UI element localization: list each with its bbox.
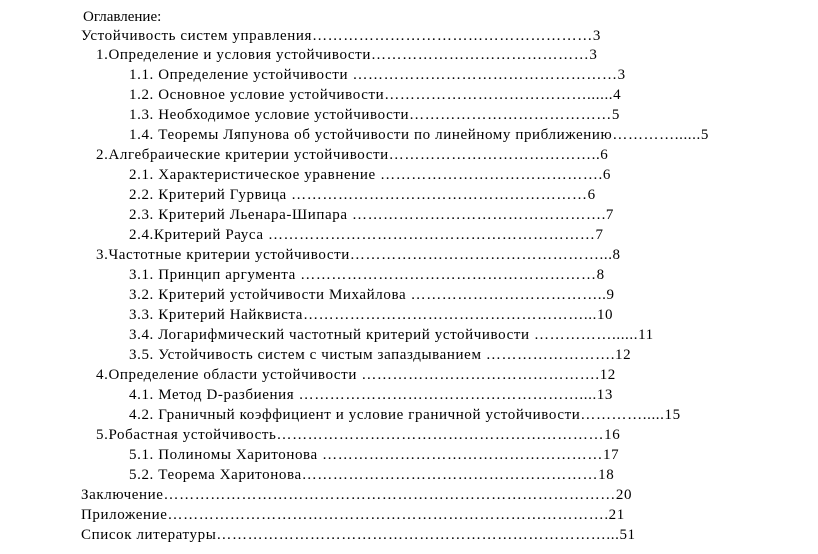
toc-dot-leader: ……………………………….. bbox=[410, 287, 607, 303]
toc-page-number: 18 bbox=[598, 467, 615, 483]
toc-entry bbox=[129, 286, 615, 304]
toc-entry-title: 5.Робастная устойчивость bbox=[96, 427, 277, 443]
toc-page-number: 9 bbox=[606, 287, 615, 303]
toc-dot-leader: …………………………………………………………………... bbox=[216, 527, 620, 543]
toc-page-number: 5 bbox=[700, 127, 709, 143]
toc-page-number: 3 bbox=[617, 67, 626, 83]
toc-entry-title: 1.1. Определение устойчивости bbox=[129, 67, 353, 83]
toc-entry-title: 2.1. Характеристическое уравнение bbox=[129, 167, 381, 183]
toc-page-number: 10 bbox=[596, 307, 614, 323]
toc-entry bbox=[81, 486, 632, 504]
toc-entry bbox=[129, 266, 605, 284]
toc-entry bbox=[129, 206, 614, 224]
toc-dot-leader: ………………………………….. bbox=[388, 147, 601, 163]
toc-entry-title: 1.Определение и условия устойчивости bbox=[96, 47, 371, 63]
toc-dot-leader: ……………………………………………… bbox=[312, 28, 593, 44]
toc-page-number: 3 bbox=[592, 28, 601, 44]
toc-dot-leader: …………………………………………... bbox=[349, 247, 613, 263]
toc-dot-leader: ……………………………………………… bbox=[322, 447, 603, 463]
toc-page-number: 8 bbox=[596, 267, 605, 283]
toc-entry bbox=[129, 106, 620, 124]
toc-page-number: 17 bbox=[602, 447, 620, 463]
toc-dot-leader: ……………...... bbox=[534, 327, 639, 343]
toc-entry bbox=[96, 426, 620, 444]
toc-entry bbox=[96, 246, 621, 264]
toc-entry-title: 4.1. Метод D-разбиения bbox=[129, 387, 299, 403]
toc-entry bbox=[129, 306, 613, 324]
toc-page-number: 6 bbox=[587, 187, 596, 203]
toc-entry bbox=[81, 27, 601, 45]
toc-dot-leader: ……………………. bbox=[485, 347, 616, 363]
toc-dot-leader: ………………………………………………… bbox=[291, 187, 588, 203]
toc-entry bbox=[129, 406, 681, 424]
toc-entry-title: 1.2. Основное условие устойчивости bbox=[129, 87, 385, 103]
toc-entry-title: 2.2. Критерий Гурвица bbox=[129, 187, 292, 203]
toc-entry bbox=[96, 366, 616, 384]
toc-entry bbox=[129, 466, 614, 484]
toc-entry bbox=[129, 86, 621, 104]
toc-dot-leader: ………………………………………. bbox=[361, 367, 600, 383]
toc-entry bbox=[129, 386, 613, 404]
toc-entry bbox=[129, 186, 596, 204]
toc-entry bbox=[129, 326, 654, 344]
toc-entry-title: 3.Частотные критерии устойчивости bbox=[96, 247, 350, 263]
toc-page-number: 8 bbox=[612, 247, 621, 263]
toc-page-number: 15 bbox=[664, 407, 681, 423]
toc-entry-title: 3.1. Принцип аргумента bbox=[129, 267, 301, 283]
toc-entry bbox=[81, 506, 625, 524]
toc-page-number: 16 bbox=[604, 427, 621, 443]
toc-dot-leader: ………………………………… bbox=[409, 107, 612, 123]
toc-entry bbox=[81, 526, 636, 544]
toc-entry bbox=[129, 166, 611, 184]
toc-entry-title: 4.Определение области устойчивости bbox=[96, 367, 362, 383]
toc-page-number: 7 bbox=[605, 207, 615, 223]
toc-entry-title: 3.2. Критерий устойчивости Михайлова bbox=[129, 287, 411, 303]
toc-dot-leader: ……………………………………………………… bbox=[276, 427, 605, 443]
toc-entry-title: 3.5. Устойчивость систем с чистым запаздыванием bbox=[129, 347, 486, 363]
toc-entry-title: 3.3. Критерий Найквиста bbox=[129, 307, 304, 323]
toc-heading: Оглавление: bbox=[83, 9, 162, 25]
toc-page-number: 13 bbox=[596, 387, 613, 403]
toc-dot-leader: ……………………………………………………… bbox=[267, 227, 596, 243]
toc-entry bbox=[129, 126, 709, 144]
toc-dot-leader: ……………………………………. bbox=[380, 167, 603, 183]
toc-entry-title: Приложение bbox=[81, 507, 168, 523]
toc-page-number: 12 bbox=[599, 367, 616, 383]
toc-entry bbox=[96, 46, 597, 64]
toc-entry-title: Устойчивость систем управления bbox=[81, 28, 313, 44]
toc-dot-leader: …………………………………...... bbox=[384, 87, 614, 103]
toc-page-number: 12 bbox=[615, 347, 632, 363]
toc-dot-leader: …………………………………………… bbox=[352, 67, 618, 83]
toc-entry bbox=[129, 446, 619, 464]
toc-dot-leader: …………...... bbox=[612, 127, 701, 143]
toc-page-number: 3 bbox=[589, 47, 598, 63]
toc-dot-leader: ……………………………………………….... bbox=[298, 387, 597, 403]
toc-entry bbox=[96, 146, 608, 164]
toc-entry-title: 1.3. Необходимое условие устойчивости bbox=[129, 107, 410, 123]
toc-entry-title: 2.3. Критерий Льенара-Шипара bbox=[129, 207, 352, 223]
toc-entry bbox=[129, 346, 631, 364]
toc-entry-title: 2.Алгебраические критерии устойчивости bbox=[96, 147, 389, 163]
toc-page-number: 5 bbox=[611, 107, 621, 123]
toc-dot-leader: ………………………………………………… bbox=[301, 467, 599, 483]
toc-entry-title: 3.4. Логарифмический частотный критерий устойчивости bbox=[129, 327, 534, 343]
toc-dot-leader: …………………………………………………………………………. bbox=[167, 507, 609, 523]
toc-entry-title: 2.4.Критерий Рауса bbox=[129, 227, 268, 243]
toc-page-number: 51 bbox=[619, 527, 636, 543]
toc-dot-leader: …………..... bbox=[580, 407, 665, 423]
toc-entry-title: Список литературы bbox=[81, 527, 217, 543]
toc-entry-title: 5.2. Теорема Харитонова bbox=[129, 467, 302, 483]
toc-dot-leader: …………………………………………………………………………… bbox=[163, 487, 616, 503]
toc-page-number: 4 bbox=[613, 87, 622, 103]
toc-entry-title: 1.4. Теоремы Ляпунова об устойчивости по линейному приближению bbox=[129, 127, 613, 143]
toc-dot-leader: …………………………………………. bbox=[351, 207, 606, 223]
toc-dot-leader: …………………………………… bbox=[370, 47, 590, 63]
toc-entry-title: Заключение bbox=[81, 487, 164, 503]
toc-page-number: 11 bbox=[638, 327, 654, 343]
toc-page-number: 7 bbox=[595, 227, 604, 243]
toc-page-number: 21 bbox=[608, 507, 625, 523]
toc-page-number: 20 bbox=[615, 487, 633, 503]
toc-page-number: 6 bbox=[600, 147, 609, 163]
toc-page-number: 6 bbox=[602, 167, 611, 183]
toc-entry bbox=[129, 226, 604, 244]
toc-dot-leader: ………………………………………………… bbox=[300, 267, 597, 283]
toc-entry-title: 5.1. Полиномы Харитонова bbox=[129, 447, 323, 463]
toc-entry-title: 4.2. Граничный коэффициент и условие граничной устойчивости bbox=[129, 407, 581, 423]
toc-entry bbox=[129, 66, 626, 84]
toc-dot-leader: ………………………………………………... bbox=[303, 307, 597, 323]
